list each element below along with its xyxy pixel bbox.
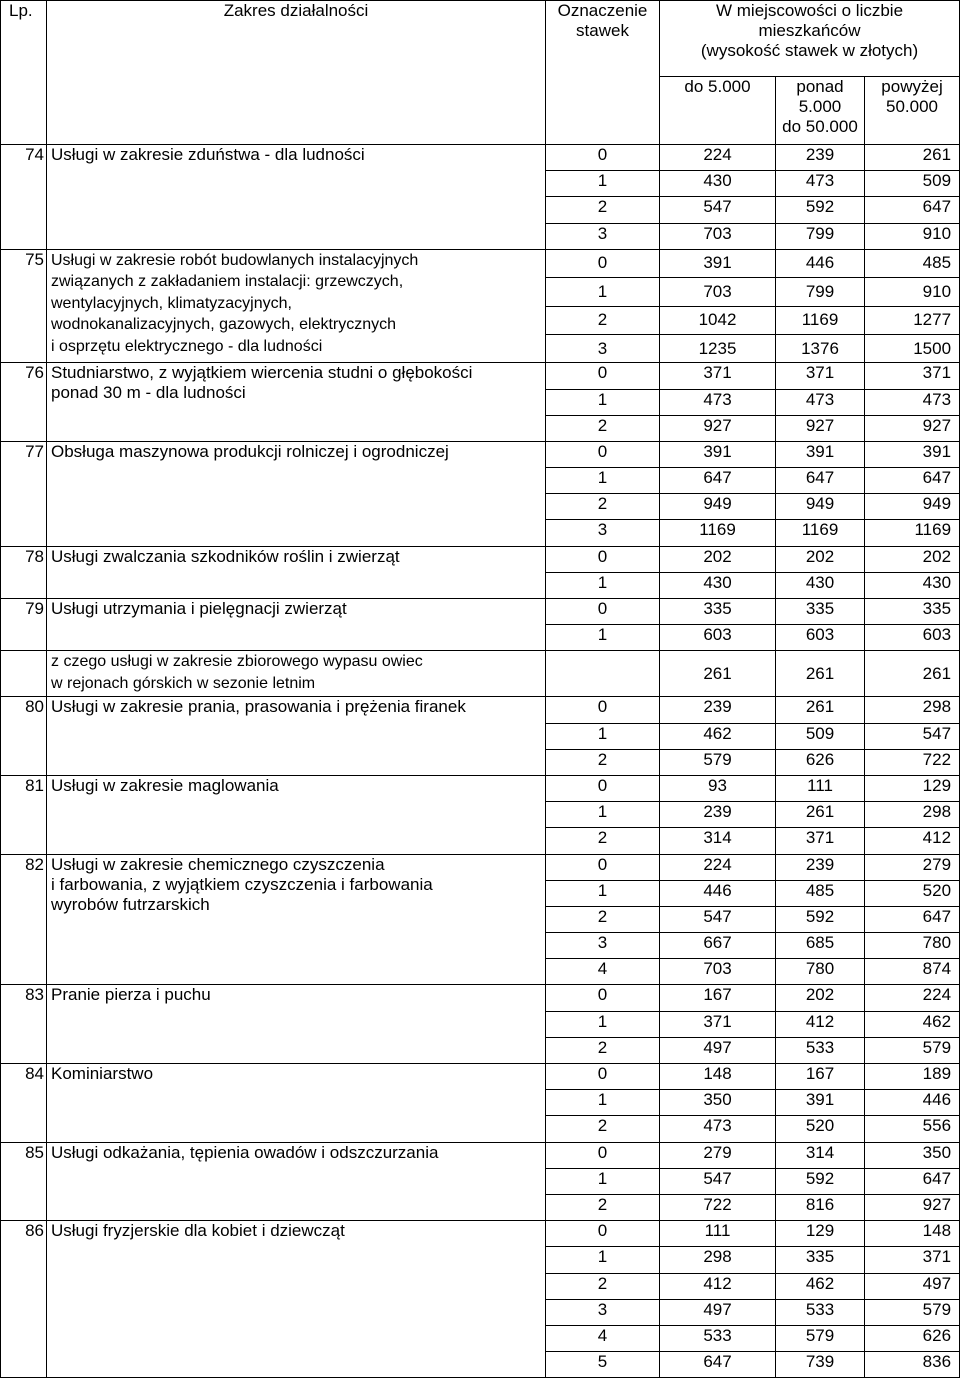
row-description bbox=[47, 441, 546, 546]
rate-small: 202 bbox=[660, 546, 776, 572]
rate-small: 371 bbox=[660, 363, 776, 389]
rate-small: 1235 bbox=[660, 334, 776, 362]
place-line1: W miejscowości o liczbie bbox=[715, 1, 904, 20]
rate-mid: 592 bbox=[776, 1168, 865, 1194]
rate-small: 1169 bbox=[660, 520, 776, 546]
description-line: Usługi fryzjerskie dla kobiet i dziewcząt bbox=[51, 1221, 345, 1241]
place-line3: (wysokość stawek w złotych) bbox=[700, 41, 919, 60]
row-description bbox=[47, 249, 546, 363]
rate-mid: 685 bbox=[776, 933, 865, 959]
rate-code-header bbox=[546, 1, 660, 145]
table-row bbox=[1, 1064, 960, 1090]
description-line: ponad 30 m - dla ludności bbox=[51, 383, 246, 403]
rate-mid: 462 bbox=[776, 1273, 865, 1299]
rate-code: 0 bbox=[546, 1142, 660, 1168]
rate-mid: 391 bbox=[776, 441, 865, 467]
rate-large: 647 bbox=[865, 197, 960, 223]
rate-large: 298 bbox=[865, 802, 960, 828]
rate-code: 0 bbox=[546, 1221, 660, 1247]
rate-code: 0 bbox=[546, 441, 660, 467]
rate-code: 0 bbox=[546, 599, 660, 625]
description-line: Usługi w zakresie zduństwa - dla ludności bbox=[51, 145, 365, 164]
description-line: Usługi w zakresie robót budowlanych instalacyjnych bbox=[51, 251, 419, 269]
rate-code: 3 bbox=[546, 1299, 660, 1325]
rate-code: 1 bbox=[546, 572, 660, 598]
rate-code: 2 bbox=[546, 828, 660, 854]
row-description bbox=[47, 775, 546, 854]
rate-mid: 446 bbox=[776, 249, 865, 277]
row-description bbox=[47, 651, 546, 697]
row-lp: 86 bbox=[1, 1221, 47, 1378]
rate-mid: 780 bbox=[776, 959, 865, 985]
col-large-line2: 50.000 bbox=[886, 97, 939, 116]
rate-mid: 111 bbox=[776, 775, 865, 801]
rate-large: 497 bbox=[865, 1273, 960, 1299]
rate-code: 1 bbox=[546, 1011, 660, 1037]
rate-large: 1500 bbox=[865, 334, 960, 362]
rate-large: 836 bbox=[865, 1352, 960, 1378]
row-description bbox=[47, 1221, 546, 1378]
description-line: Usługi zwalczania szkodników roślin i zwierząt bbox=[51, 546, 400, 566]
scope-header: Zakres działalności bbox=[47, 1, 546, 145]
col-mid-line1: ponad bbox=[796, 77, 844, 96]
rate-mid: 412 bbox=[776, 1011, 865, 1037]
rate-large: 261 bbox=[865, 145, 960, 171]
rate-large: 626 bbox=[865, 1325, 960, 1351]
rate-code: 1 bbox=[546, 723, 660, 749]
rate-mid: 239 bbox=[776, 854, 865, 880]
rate-small: 350 bbox=[660, 1090, 776, 1116]
row-lp: 81 bbox=[1, 775, 47, 854]
rate-large: 722 bbox=[865, 749, 960, 775]
rate-small: 547 bbox=[660, 906, 776, 932]
rate-mid: 335 bbox=[776, 599, 865, 625]
rate-large: 603 bbox=[865, 625, 960, 651]
rate-mid: 533 bbox=[776, 1037, 865, 1063]
row-description bbox=[47, 145, 546, 250]
rate-small: 93 bbox=[660, 775, 776, 801]
rate-large: 462 bbox=[865, 1011, 960, 1037]
rate-mid: 129 bbox=[776, 1221, 865, 1247]
rate-code: 5 bbox=[546, 1352, 660, 1378]
row-description bbox=[47, 697, 546, 776]
row-description bbox=[47, 854, 546, 985]
rate-large: 391 bbox=[865, 441, 960, 467]
rate-large: 579 bbox=[865, 1037, 960, 1063]
rate-code: 1 bbox=[546, 1247, 660, 1273]
description-line: Obsługa maszynowa produkcji rolniczej i ogrodniczej bbox=[51, 441, 449, 461]
place-line2: mieszkańców bbox=[758, 21, 861, 40]
rate-small: 927 bbox=[660, 415, 776, 441]
rate-mid: 371 bbox=[776, 363, 865, 389]
description-line: wodnokanalizacyjnych, gazowych, elektrycznych bbox=[51, 316, 397, 334]
rate-large: 647 bbox=[865, 906, 960, 932]
rate-code: 1 bbox=[546, 389, 660, 415]
rate-small: 949 bbox=[660, 494, 776, 520]
rate-small: 497 bbox=[660, 1299, 776, 1325]
description-line: i farbowania, z wyjątkiem czyszczenia i farbowania bbox=[51, 874, 433, 894]
rate-large: 910 bbox=[865, 223, 960, 249]
rate-mid: 1169 bbox=[776, 306, 865, 334]
row-lp: 74 bbox=[1, 145, 47, 250]
description-line: w rejonach górskich w sezonie letnim bbox=[51, 674, 316, 692]
rate-mid: 371 bbox=[776, 828, 865, 854]
rate-small: 148 bbox=[660, 1064, 776, 1090]
rate-small: 239 bbox=[660, 802, 776, 828]
rate-code: 3 bbox=[546, 223, 660, 249]
rate-code: 2 bbox=[546, 197, 660, 223]
table-body bbox=[1, 145, 960, 1378]
rate-code: 0 bbox=[546, 546, 660, 572]
rate-code: 0 bbox=[546, 363, 660, 389]
col-mid-line3: do 50.000 bbox=[782, 117, 858, 136]
col-large-header bbox=[865, 77, 960, 145]
rate-large: 927 bbox=[865, 415, 960, 441]
rate-mid: 202 bbox=[776, 546, 865, 572]
row-description bbox=[47, 599, 546, 651]
rate-code: 2 bbox=[546, 1116, 660, 1142]
rate-mid: 799 bbox=[776, 278, 865, 306]
rate-mid: 261 bbox=[776, 697, 865, 723]
rate-large: 949 bbox=[865, 494, 960, 520]
col-mid-line2: 5.000 bbox=[798, 97, 842, 116]
rate-small: 547 bbox=[660, 1168, 776, 1194]
rate-small: 261 bbox=[660, 651, 776, 697]
row-lp: 83 bbox=[1, 985, 47, 1064]
rate-mid: 592 bbox=[776, 197, 865, 223]
rate-code: 2 bbox=[546, 1194, 660, 1220]
rate-code: 0 bbox=[546, 985, 660, 1011]
rate-large: 279 bbox=[865, 854, 960, 880]
rate-code: 1 bbox=[546, 1090, 660, 1116]
rate-small: 224 bbox=[660, 145, 776, 171]
description-line: wentylacyjnych, klimatyzacyjnych, bbox=[51, 294, 292, 312]
table-row bbox=[1, 651, 960, 697]
rate-small: 703 bbox=[660, 223, 776, 249]
rate-small: 412 bbox=[660, 1273, 776, 1299]
rate-small: 703 bbox=[660, 278, 776, 306]
rate-small: 647 bbox=[660, 468, 776, 494]
rate-code: 2 bbox=[546, 906, 660, 932]
rate-large: 780 bbox=[865, 933, 960, 959]
rate-code: 0 bbox=[546, 854, 660, 880]
table-row bbox=[1, 363, 960, 389]
description-line: z czego usługi w zakresie zbiorowego wypasu owiec bbox=[51, 653, 423, 671]
rate-large: 350 bbox=[865, 1142, 960, 1168]
rate-code: 4 bbox=[546, 959, 660, 985]
rate-mid: 579 bbox=[776, 1325, 865, 1351]
rate-code: 1 bbox=[546, 625, 660, 651]
rate-large: 371 bbox=[865, 363, 960, 389]
row-lp: 79 bbox=[1, 599, 47, 651]
rate-small: 430 bbox=[660, 572, 776, 598]
rate-large: 189 bbox=[865, 1064, 960, 1090]
rate-large: 874 bbox=[865, 959, 960, 985]
lp-header: Lp. bbox=[1, 1, 47, 145]
rate-mid: 261 bbox=[776, 802, 865, 828]
rate-mid: 202 bbox=[776, 985, 865, 1011]
rate-mid: 603 bbox=[776, 625, 865, 651]
rate-mid: 335 bbox=[776, 1247, 865, 1273]
description-line: Kominiarstwo bbox=[51, 1064, 154, 1083]
table-row bbox=[1, 775, 960, 801]
rate-mid: 647 bbox=[776, 468, 865, 494]
row-description bbox=[47, 1064, 546, 1143]
table-row bbox=[1, 1142, 960, 1168]
row-lp: 77 bbox=[1, 441, 47, 546]
rate-small: 497 bbox=[660, 1037, 776, 1063]
rate-code: 1 bbox=[546, 171, 660, 197]
rate-small: 391 bbox=[660, 441, 776, 467]
rate-mid: 391 bbox=[776, 1090, 865, 1116]
rate-code: 4 bbox=[546, 1325, 660, 1351]
rate-mid: 261 bbox=[776, 651, 865, 697]
rate-mid: 509 bbox=[776, 723, 865, 749]
rate-large: 148 bbox=[865, 1221, 960, 1247]
rate-large: 1169 bbox=[865, 520, 960, 546]
row-lp: 76 bbox=[1, 363, 47, 442]
rate-small: 1042 bbox=[660, 306, 776, 334]
rate-small: 703 bbox=[660, 959, 776, 985]
rate-code-line1: Oznaczenie bbox=[557, 1, 648, 20]
rate-mid: 430 bbox=[776, 572, 865, 598]
rate-mid: 314 bbox=[776, 1142, 865, 1168]
rate-mid: 520 bbox=[776, 1116, 865, 1142]
rate-large: 910 bbox=[865, 278, 960, 306]
rate-large: 335 bbox=[865, 599, 960, 625]
rate-large: 556 bbox=[865, 1116, 960, 1142]
table-row bbox=[1, 599, 960, 625]
col-small-header: do 5.000 bbox=[660, 77, 776, 145]
col-large-line1: powyżej bbox=[881, 77, 943, 96]
rate-mid: 799 bbox=[776, 223, 865, 249]
rate-large: 647 bbox=[865, 468, 960, 494]
rate-code bbox=[546, 651, 660, 697]
row-lp: 80 bbox=[1, 697, 47, 776]
rate-small: 224 bbox=[660, 854, 776, 880]
rate-small: 473 bbox=[660, 1116, 776, 1142]
rate-small: 335 bbox=[660, 599, 776, 625]
table-row bbox=[1, 1221, 960, 1247]
place-header bbox=[660, 1, 960, 77]
rate-small: 722 bbox=[660, 1194, 776, 1220]
rate-small: 473 bbox=[660, 389, 776, 415]
table-row bbox=[1, 441, 960, 467]
table-row bbox=[1, 145, 960, 171]
rate-code: 2 bbox=[546, 306, 660, 334]
description-line: Usługi w zakresie chemicznego czyszczenia bbox=[51, 854, 385, 874]
rate-mid: 533 bbox=[776, 1299, 865, 1325]
rate-code: 1 bbox=[546, 278, 660, 306]
rate-small: 391 bbox=[660, 249, 776, 277]
rate-small: 647 bbox=[660, 1352, 776, 1378]
row-lp: 78 bbox=[1, 546, 47, 598]
rate-code: 0 bbox=[546, 775, 660, 801]
rate-code: 0 bbox=[546, 249, 660, 277]
rate-mid: 1169 bbox=[776, 520, 865, 546]
rate-mid: 167 bbox=[776, 1064, 865, 1090]
rate-code: 0 bbox=[546, 697, 660, 723]
rate-large: 647 bbox=[865, 1168, 960, 1194]
rate-large: 1277 bbox=[865, 306, 960, 334]
rate-code: 2 bbox=[546, 749, 660, 775]
rate-mid: 473 bbox=[776, 171, 865, 197]
rate-mid: 949 bbox=[776, 494, 865, 520]
rate-large: 261 bbox=[865, 651, 960, 697]
row-description bbox=[47, 363, 546, 442]
rate-small: 667 bbox=[660, 933, 776, 959]
table-row bbox=[1, 854, 960, 880]
row-description bbox=[47, 985, 546, 1064]
row-description bbox=[47, 546, 546, 598]
rate-code: 0 bbox=[546, 1064, 660, 1090]
rate-mid: 927 bbox=[776, 415, 865, 441]
rate-mid: 239 bbox=[776, 145, 865, 171]
rate-small: 298 bbox=[660, 1247, 776, 1273]
rate-code: 2 bbox=[546, 494, 660, 520]
rate-small: 111 bbox=[660, 1221, 776, 1247]
rate-small: 533 bbox=[660, 1325, 776, 1351]
description-line: wyrobów futrzarskich bbox=[51, 894, 210, 914]
rate-small: 279 bbox=[660, 1142, 776, 1168]
rate-large: 298 bbox=[865, 697, 960, 723]
rate-code: 0 bbox=[546, 145, 660, 171]
rate-mid: 816 bbox=[776, 1194, 865, 1220]
table-row bbox=[1, 697, 960, 723]
rate-large: 579 bbox=[865, 1299, 960, 1325]
rate-large: 485 bbox=[865, 249, 960, 277]
rate-large: 412 bbox=[865, 828, 960, 854]
description-line: Usługi w zakresie maglowania bbox=[51, 775, 279, 795]
row-lp bbox=[1, 651, 47, 697]
rate-large: 509 bbox=[865, 171, 960, 197]
table-row bbox=[1, 985, 960, 1011]
row-lp: 84 bbox=[1, 1064, 47, 1143]
rate-code: 1 bbox=[546, 802, 660, 828]
row-lp: 85 bbox=[1, 1142, 47, 1221]
description-line: Usługi utrzymania i pielęgnacji zwierząt bbox=[51, 599, 347, 618]
rate-small: 446 bbox=[660, 880, 776, 906]
rate-mid: 473 bbox=[776, 389, 865, 415]
rate-large: 371 bbox=[865, 1247, 960, 1273]
rate-large: 430 bbox=[865, 572, 960, 598]
rate-code: 1 bbox=[546, 880, 660, 906]
row-lp: 82 bbox=[1, 854, 47, 985]
rate-small: 239 bbox=[660, 697, 776, 723]
rate-mid: 1376 bbox=[776, 334, 865, 362]
rate-large: 129 bbox=[865, 775, 960, 801]
rate-code: 2 bbox=[546, 1273, 660, 1299]
table-row bbox=[1, 546, 960, 572]
description-line: Usługi odkażania, tępienia owadów i odszczurzania bbox=[51, 1142, 439, 1162]
rate-mid: 739 bbox=[776, 1352, 865, 1378]
col-mid-header bbox=[776, 77, 865, 145]
rate-small: 371 bbox=[660, 1011, 776, 1037]
rate-small: 579 bbox=[660, 749, 776, 775]
rate-large: 202 bbox=[865, 546, 960, 572]
rate-mid: 626 bbox=[776, 749, 865, 775]
rate-code: 3 bbox=[546, 334, 660, 362]
rate-large: 547 bbox=[865, 723, 960, 749]
header-row bbox=[1, 1, 960, 77]
rate-large: 473 bbox=[865, 389, 960, 415]
row-lp: 75 bbox=[1, 249, 47, 363]
rate-large: 224 bbox=[865, 985, 960, 1011]
rate-mid: 592 bbox=[776, 906, 865, 932]
rate-small: 314 bbox=[660, 828, 776, 854]
rate-code: 1 bbox=[546, 1168, 660, 1194]
rate-small: 547 bbox=[660, 197, 776, 223]
rate-small: 430 bbox=[660, 171, 776, 197]
rate-mid: 485 bbox=[776, 880, 865, 906]
description-line: Pranie pierza i puchu bbox=[51, 985, 211, 1005]
rate-code-line2: stawek bbox=[576, 21, 629, 40]
table-row bbox=[1, 249, 960, 277]
rate-small: 167 bbox=[660, 985, 776, 1011]
rate-code: 1 bbox=[546, 468, 660, 494]
rate-code: 2 bbox=[546, 1037, 660, 1063]
description-line: i osprzętu elektrycznego - dla ludności bbox=[51, 337, 323, 355]
rate-code: 3 bbox=[546, 933, 660, 959]
rate-code: 2 bbox=[546, 415, 660, 441]
description-line: Studniarstwo, z wyjątkiem wiercenia studni o głębokości bbox=[51, 363, 473, 383]
description-line: Usługi w zakresie prania, prasowania i prężenia firanek bbox=[51, 697, 466, 717]
rate-large: 927 bbox=[865, 1194, 960, 1220]
row-description bbox=[47, 1142, 546, 1221]
description-line: związanych z zakładaniem instalacji: grzewczych, bbox=[51, 273, 404, 291]
rate-code: 3 bbox=[546, 520, 660, 546]
rate-small: 462 bbox=[660, 723, 776, 749]
rate-large: 520 bbox=[865, 880, 960, 906]
rate-large: 446 bbox=[865, 1090, 960, 1116]
rate-small: 603 bbox=[660, 625, 776, 651]
